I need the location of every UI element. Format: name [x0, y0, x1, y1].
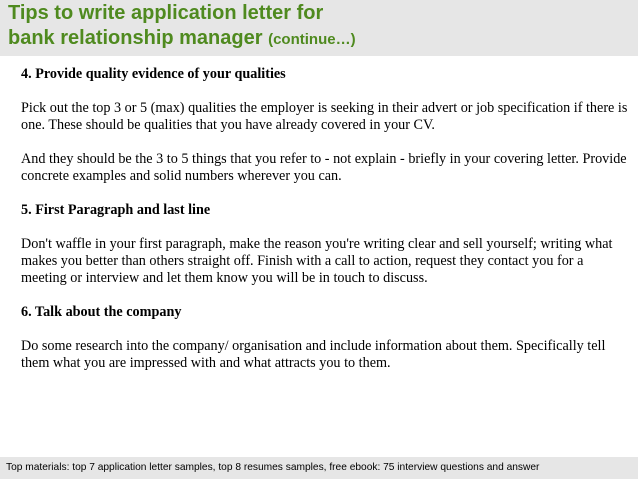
section-4-paragraph-2: And they should be the 3 to 5 things that you refer to - not explain - briefly in your covering letter. Provide concrete examples and solid numbers wherever you can. [21, 151, 627, 184]
section-heading-6: 6. Talk about the company [21, 304, 182, 320]
page-title-suffix: (continue…) [268, 31, 356, 48]
page-title-line1: Tips to write application letter for [8, 2, 324, 24]
section-heading-5: 5. First Paragraph and last line [21, 202, 211, 218]
footer-bar [0, 457, 638, 479]
page-title-main: bank relationship manager [8, 27, 263, 49]
title-band [0, 0, 638, 56]
main-content [21, 66, 631, 389]
page-title-line2 [8, 26, 356, 52]
section-heading-4: 4. Provide quality evidence of your qualities [21, 66, 286, 82]
footer-text: Top materials: top 7 application letter samples, top 8 resumes samples, free ebook: 75 interview questions and answer [6, 462, 540, 473]
section-5-paragraph-1: Don't waffle in your first paragraph, make the reason you're writing clear and sell yourself; writing what makes you better than others straight off. Finish with a call to action, request they contact you for a meeting or interview and let them know you will be in touch to discuss. [21, 236, 613, 286]
section-4-paragraph-1: Pick out the top 3 or 5 (max) qualities the employer is seeking in their advert or job specification if there is one. These should be qualities that you have already covered in your CV. [21, 100, 628, 133]
section-6-paragraph-1: Do some research into the company/ organisation and include information about them. Specifically tell them what you are impressed with and what attracts you to them. [21, 338, 606, 371]
